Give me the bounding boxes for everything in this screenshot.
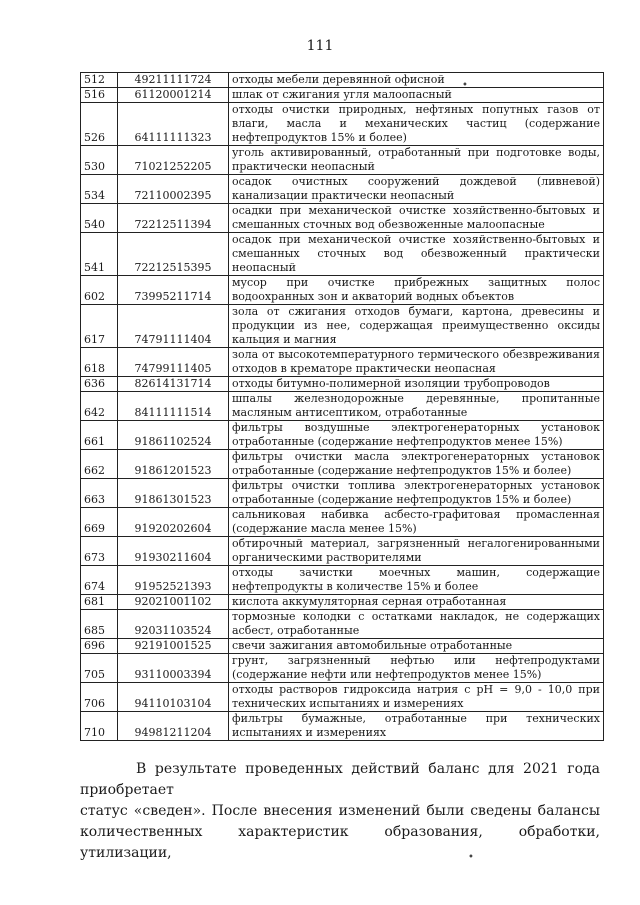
waste-code: 92191001525	[118, 639, 229, 654]
waste-code: 94110103104	[118, 683, 229, 712]
waste-name: фильтры бумажные, отработанные при технических испытаниях и измерениях	[229, 712, 604, 741]
table-row	[81, 88, 604, 103]
waste-code: 72212511394	[118, 204, 229, 233]
waste-code: 73995211714	[118, 276, 229, 305]
waste-name: фильтры очистки топлива электрогенераторных установок отработанные (содержание нефтепродуктов 15% и более)	[229, 479, 604, 508]
row-number: 618	[81, 348, 118, 377]
waste-name: осадок очистных сооружений дождевой (ливневой) канализации практически неопасный	[229, 175, 604, 204]
table-row	[81, 683, 604, 712]
table-row	[81, 73, 604, 88]
waste-code: 74799111405	[118, 348, 229, 377]
row-number: 540	[81, 204, 118, 233]
waste-code: 64111111323	[118, 103, 229, 146]
row-number: 662	[81, 450, 118, 479]
row-number: 526	[81, 103, 118, 146]
waste-code: 84111111514	[118, 392, 229, 421]
row-number: 636	[81, 377, 118, 392]
table-row	[81, 305, 604, 348]
table-row	[81, 566, 604, 595]
row-number: 642	[81, 392, 118, 421]
table-row	[81, 392, 604, 421]
waste-code: 91920202604	[118, 508, 229, 537]
table-row	[81, 146, 604, 175]
waste-name: отходы зачистки моечных машин, содержащие нефтепродукты в количестве 15% и более	[229, 566, 604, 595]
page-number: 111	[306, 38, 334, 54]
waste-name: осадок при механической очистке хозяйственно-бытовых и смешанных сточных вод обезвоженный практически неопасный	[229, 233, 604, 276]
waste-code: 71021252205	[118, 146, 229, 175]
table-row	[81, 712, 604, 741]
table-row	[81, 508, 604, 537]
table-row	[81, 654, 604, 683]
row-number: 617	[81, 305, 118, 348]
paragraph-line: статус «сведен». После внесения изменений были сведены балансы	[80, 803, 600, 819]
table-row	[81, 348, 604, 377]
row-number: 681	[81, 595, 118, 610]
row-number: 705	[81, 654, 118, 683]
waste-code: 94981211204	[118, 712, 229, 741]
waste-code: 74791111404	[118, 305, 229, 348]
waste-code: 82614131714	[118, 377, 229, 392]
row-number: 674	[81, 566, 118, 595]
waste-name: сальниковая набивка асбесто-графитовая промасленная (содержание масла менее 15%)	[229, 508, 604, 537]
waste-table-body	[81, 73, 604, 741]
row-number: 669	[81, 508, 118, 537]
row-number: 516	[81, 88, 118, 103]
waste-name: отходы мебели деревянной офисной	[229, 73, 604, 88]
waste-name: осадки при механической очистке хозяйственно-бытовых и смешанных сточных вод обезвоженные малоопасные	[229, 204, 604, 233]
stray-mark: •	[468, 852, 474, 863]
waste-code: 49211111724	[118, 73, 229, 88]
waste-name: уголь активированный, отработанный при подготовке воды, практически неопасный	[229, 146, 604, 175]
waste-name: отходы битумно-полимерной изоляции трубопроводов	[229, 377, 604, 392]
waste-code: 92021001102	[118, 595, 229, 610]
table-row	[81, 537, 604, 566]
row-number: 602	[81, 276, 118, 305]
table-row	[81, 204, 604, 233]
waste-code: 93110003394	[118, 654, 229, 683]
waste-name: фильтры очистки масла электрогенераторных установок отработанные (содержание нефтепродуктов 15% и более)	[229, 450, 604, 479]
waste-name: зола от сжигания отходов бумаги, картона, древесины и продукции из нее, содержащая преимущественно оксиды кальция и магния	[229, 305, 604, 348]
table-row	[81, 421, 604, 450]
stray-mark: •	[462, 80, 468, 91]
waste-name: тормозные колодки с остатками накладок, не содержащих асбест, отработанные	[229, 610, 604, 639]
waste-code: 61120001214	[118, 88, 229, 103]
waste-code: 91952521393	[118, 566, 229, 595]
waste-code: 91861102524	[118, 421, 229, 450]
row-number: 706	[81, 683, 118, 712]
waste-name: мусор при очистке прибрежных защитных полос водоохранных зон и акваторий водных объектов	[229, 276, 604, 305]
paragraph-line: количественных характеристик образования, обработки, утилизации,	[80, 824, 600, 861]
waste-name: шпалы железнодорожные деревянные, пропитанные масляным антисептиком, отработанные	[229, 392, 604, 421]
table-row	[81, 450, 604, 479]
table-row	[81, 175, 604, 204]
table-row	[81, 377, 604, 392]
waste-name: кислота аккумуляторная серная отработанная	[229, 595, 604, 610]
table-row	[81, 479, 604, 508]
row-number: 685	[81, 610, 118, 639]
waste-name: отходы очистки природных, нефтяных попутных газов от влаги, масла и механических частиц (содержание нефтепродуктов 15% и более)	[229, 103, 604, 146]
table-row	[81, 639, 604, 654]
paragraph-line: В результате проведенных действий баланс для 2021 года приобретает	[80, 761, 600, 798]
row-number: 663	[81, 479, 118, 508]
body-paragraph	[80, 759, 600, 864]
waste-table	[80, 72, 604, 741]
waste-code: 91861201523	[118, 450, 229, 479]
row-number: 696	[81, 639, 118, 654]
table-row	[81, 233, 604, 276]
table-row	[81, 610, 604, 639]
row-number: 534	[81, 175, 118, 204]
waste-code: 92031103524	[118, 610, 229, 639]
row-number: 541	[81, 233, 118, 276]
waste-name: грунт, загрязненный нефтью или нефтепродуктами (содержание нефти или нефтепродуктов менее 15%)	[229, 654, 604, 683]
waste-name: свечи зажигания автомобильные отработанные	[229, 639, 604, 654]
waste-code: 91861301523	[118, 479, 229, 508]
row-number: 530	[81, 146, 118, 175]
row-number: 710	[81, 712, 118, 741]
table-row	[81, 276, 604, 305]
waste-name: отходы растворов гидроксида натрия с pH = 9,0 - 10,0 при технических испытаниях и измерениях	[229, 683, 604, 712]
row-number: 661	[81, 421, 118, 450]
table-row	[81, 595, 604, 610]
waste-code: 72110002395	[118, 175, 229, 204]
waste-code: 91930211604	[118, 537, 229, 566]
waste-name: шлак от сжигания угля малоопасный	[229, 88, 604, 103]
row-number: 512	[81, 73, 118, 88]
waste-name: фильтры воздушные электрогенераторных установок отработанные (содержание нефтепродуктов менее 15%)	[229, 421, 604, 450]
table-row	[81, 103, 604, 146]
waste-name: обтирочный материал, загрязненный негалогенированными органическими растворителями	[229, 537, 604, 566]
waste-code: 72212515395	[118, 233, 229, 276]
waste-name: зола от высокотемпературного термического обезвреживания отходов в крематоре практически неопасная	[229, 348, 604, 377]
row-number: 673	[81, 537, 118, 566]
